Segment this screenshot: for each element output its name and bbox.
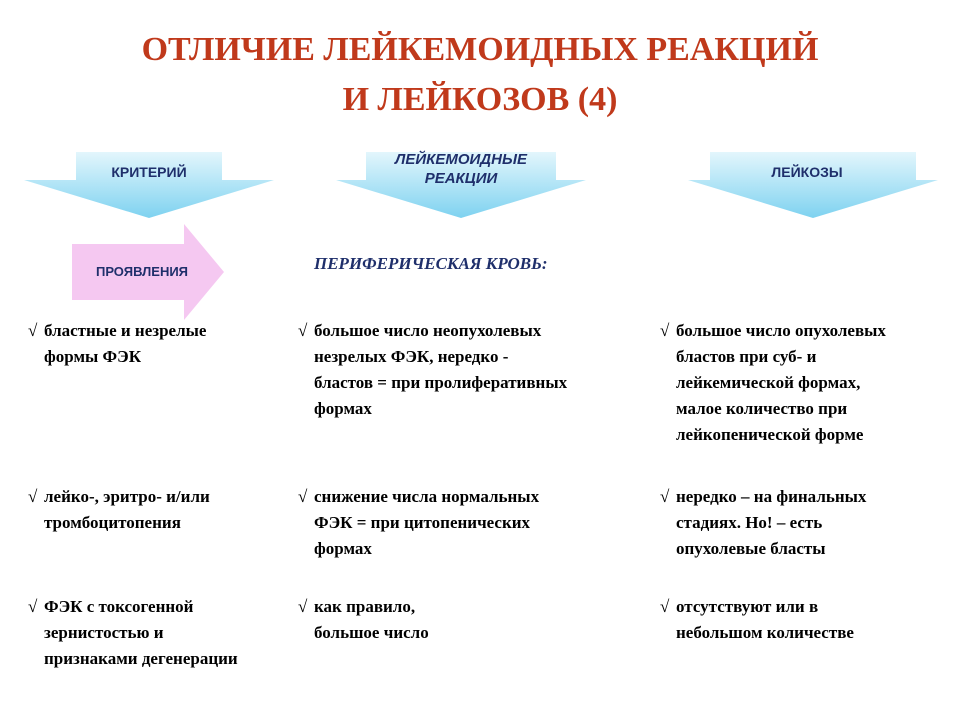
- row1-reactions-text: большое число неопухолевых незрелых ФЭК, нередко - бластов = при пролиферативных формах: [314, 321, 568, 418]
- row2-criterion-text: лейко-, эритро- и/или тромбоцитопения: [44, 487, 210, 532]
- reactions-header-arrow: [336, 152, 586, 218]
- reactions-header-line2: РЕАКЦИИ: [424, 170, 498, 187]
- reactions-header-label: [336, 150, 586, 188]
- row1-leukoses: [660, 318, 960, 448]
- check-mark-icon: √: [28, 487, 38, 506]
- row2-reactions: [298, 484, 648, 562]
- check-mark-icon: √: [660, 321, 670, 340]
- leukoses-header-arrow: [688, 152, 938, 218]
- row2-criterion: [28, 484, 290, 536]
- check-mark-icon: √: [298, 597, 308, 616]
- row1-criterion-text: бластные и незрелые формы ФЭК: [44, 321, 207, 366]
- row3-criterion-text: ФЭК с токсогенной зернистостью и признаками дегенерации: [44, 597, 238, 668]
- criterion-header-arrow: [24, 152, 274, 218]
- check-mark-icon: √: [298, 321, 308, 340]
- check-mark-icon: √: [660, 597, 670, 616]
- manifestations-arrow: [72, 224, 224, 320]
- row2-leukoses: [660, 484, 960, 562]
- slide-title-line2: И ЛЕЙКОЗОВ (4): [342, 81, 618, 118]
- check-mark-icon: √: [28, 321, 38, 340]
- row3-reactions-text: как правило, большое число: [314, 597, 429, 642]
- row3-criterion: [28, 594, 290, 672]
- down-arrow-icon: [24, 152, 274, 218]
- check-mark-icon: √: [660, 487, 670, 506]
- row2-reactions-text: снижение числа нормальных ФЭК = при цитопенических формах: [314, 487, 540, 558]
- section-heading: ПЕРИФЕРИЧЕСКАЯ КРОВЬ:: [314, 254, 548, 273]
- check-mark-icon: √: [28, 597, 38, 616]
- row3-leukoses: [660, 594, 960, 646]
- reactions-header-line1: ЛЕЙКЕМОИДНЫЕ: [395, 151, 527, 168]
- leukoses-header-label: ЛЕЙКОЗЫ: [771, 164, 843, 180]
- row3-reactions: [298, 594, 648, 646]
- row3-leukoses-text: отсутствуют или в небольшом количестве: [676, 597, 854, 642]
- manifestations-label: ПРОЯВЛЕНИЯ: [95, 264, 189, 279]
- check-mark-icon: √: [298, 487, 308, 506]
- criterion-header-label: КРИТЕРИЙ: [111, 164, 187, 180]
- down-arrow-icon: [688, 152, 938, 218]
- row1-reactions: [298, 318, 648, 422]
- row1-leukoses-text: большое число опухолевых бластов при суб- и лейкемической формах, малое количество при лейкопенической форме: [676, 321, 886, 444]
- slide-title-line1: ОТЛИЧИЕ ЛЕЙКЕМОИДНЫХ РЕАКЦИЙ: [141, 31, 819, 68]
- row2-leukoses-text: нередко – на финальных стадиях. Но! – есть опухолевые бласты: [676, 487, 867, 558]
- row1-criterion: [28, 318, 290, 370]
